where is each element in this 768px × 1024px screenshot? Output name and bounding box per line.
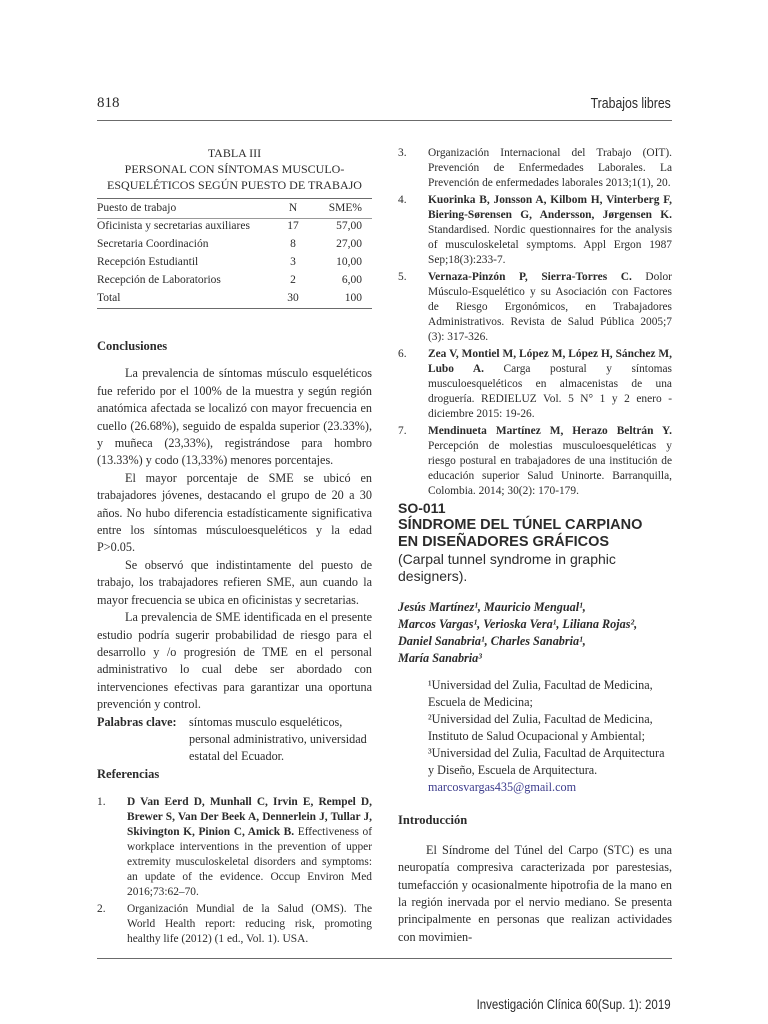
conclusions-paragraph: El mayor porcentaje de SME se ubicó en trabajadores jóvenes, destacando el grupo de 20 a 30 años. No hubo diferencia estadísticamente significativa entre los síntomas músculoesqueléticos y la edad P>0.05.: [97, 470, 372, 555]
affiliations: [398, 677, 672, 796]
table-row: [97, 274, 372, 292]
affiliation: ¹Universidad del Zulia, Facultad de Medicina, Escuela de Medicina;: [428, 678, 653, 710]
footer-rule: [97, 958, 672, 959]
keywords: [97, 714, 372, 766]
table-subtitle-1: PERSONAL CON SÍNTOMAS MUSCULO-: [124, 162, 345, 176]
reference-text: Carga postural y síntomas musculoesqueléticos en almacenistas de una droguería. REDIELUZ Vol. 5 N° 1 y 2 enero - diciembre 2015: 19-26.: [428, 363, 672, 420]
abstract-title-line: SÍNDROME DEL TÚNEL CARPIANO: [398, 517, 643, 534]
abstract-subtitle: (Carpal tunnel syndrome in graphic designers).: [398, 551, 616, 585]
journal-footer: Investigación Clínica 60(Sup. 1): 2019: [476, 996, 671, 1012]
conclusions-paragraph: La prevalencia de síntomas músculo esqueléticos fue referido por el 100% de la muestra y según región anatómica afectada se localizó con mayor frecuencia en cuello (26.68%), seguido de espalda superior (23.33%), y muñeca (23,33%), registrándose para hombro (13.33%) y codo (13,33%) menores porcentajes.: [97, 366, 372, 468]
conclusions-heading: Conclusiones: [97, 339, 168, 353]
reference-text: Dolor Músculo-Esquelético y su Asociación con Factores de Riesgo Ergonómicos, en Trabajadores Administrativos. Revista de Salud Pública 2005;7 (3): 317-326.: [428, 271, 672, 343]
reference-item: [97, 902, 372, 947]
reference-authors: Kuorinka B, Jonsson A, Kilbom H, Vinterberg F, Biering-Sørensen G, Andersson, Jørgensen K.: [428, 194, 672, 221]
reference-number: 4.: [398, 194, 407, 206]
col-header: N: [288, 202, 298, 214]
reference-number: 7.: [398, 425, 407, 437]
authors-line: Daniel Sanabria¹, Charles Sanabria¹,: [398, 634, 586, 649]
affiliation: ²Universidad del Zulia, Facultad de Medicina, Instituto de Salud Ocupacional y Ambiental; ³Universidad del Zulia, Facultad de Arquitectura y Diseño, Escuela de Arquitectura.: [428, 712, 665, 778]
table-title: TABLA III: [207, 146, 262, 160]
reference-text: Organización Internacional del Trabajo (OIT). Prevención de Enfermedades Laborales. La Prevención de enfermedades laborales 2013;1(1), 20.: [428, 147, 672, 189]
abstract-authors: [398, 599, 672, 667]
table-caption: [97, 145, 372, 193]
reference-authors: Zea V, Montiel M, López M, López H, Sánchez M, Lubo A.: [428, 348, 672, 375]
references-section: [97, 766, 372, 947]
table-cell: Recepción Estudiantil: [97, 256, 199, 268]
table-cell: 17: [287, 220, 299, 232]
authors-line: María Sanabria³: [398, 651, 482, 666]
authors-line: Jesús Martínez¹, Mauricio Mengual¹,: [398, 600, 586, 615]
table-cell: 6,00: [341, 274, 362, 286]
abstract-code: SO-011: [398, 500, 446, 516]
intro-paragraph: El Síndrome del Túnel del Carpo (STC) es una neuropatía compresiva caracterizada por parestesias, tumefacción y ocasionalmente hipotrofia de la mano en la región inervada por el nervio mediano. Se presenta principalmente en personas que realizan actividades con movimien-: [398, 842, 672, 944]
reference-authors: D Van Eerd D, Munhall C, Irvin E, Rempel D, Brewer S, Van Der Beek A, Dennerlein J, Tullar J, Skivington K, Pinion C, Amick B.: [127, 796, 372, 839]
table-cell: 10,00: [336, 256, 362, 268]
email-link[interactable]: marcosvargas435@gmail.com: [428, 780, 577, 795]
reference-text: Organización Mundial de la Salud (OMS). The World Health report: reducing risk, promoting healthy life (2012) (1 ed., Vol. 1). USA.: [127, 903, 372, 946]
intro-heading: Introducción: [398, 813, 468, 828]
table-subtitle-2: ESQUELÉTICOS SEGÚN PUESTO DE TRABAJO: [107, 178, 362, 192]
reference-item: [398, 193, 672, 268]
reference-item: [97, 795, 372, 900]
conclusions-paragraph: La prevalencia de SME identificada en el presente estudio podría sugerir probabilidad de riesgo para el desarrollo y /o progresión de TME en el personal administrativo lo cual debe ser abordado con intervenciones efectivas para garantizar una oportuna prevención y control.: [97, 610, 372, 712]
references-continued: [398, 146, 672, 499]
abstract-so-011: [398, 500, 672, 946]
table-row: [97, 220, 372, 238]
references-heading: Referencias: [97, 767, 160, 781]
table-cell: 100: [344, 292, 362, 304]
reference-number: 1.: [97, 796, 106, 809]
section-title: Trabajos libres: [590, 95, 671, 112]
reference-text: Standardised. Nordic questionnaires for the analysis of musculoskeletal symptoms. Appl Ergon 1987 Sep;18(3):233-7.: [428, 224, 672, 266]
reference-text: Effectiveness of workplace interventions in the prevention of upper extremity musculoskeletal disorders and symptoms: an update of the evidence. Occup Environ Med 2016;73:62–70.: [127, 826, 372, 899]
authors-line: Marcos Vargas¹, Verioska Vera¹, Liliana Rojas²,: [398, 617, 638, 632]
table-cell: 3: [290, 256, 296, 268]
table-cell: 57,00: [336, 220, 362, 232]
page-number: 818: [97, 95, 120, 111]
reference-number: 5.: [398, 271, 407, 283]
reference-number: 3.: [398, 147, 407, 159]
table-row: [97, 238, 372, 256]
table-header-rule: [97, 218, 372, 219]
table-cell: Total: [97, 292, 121, 304]
table-cell: 30: [287, 292, 299, 304]
conclusions-section: [97, 338, 372, 766]
col-header: Puesto de trabajo: [97, 202, 177, 214]
abstract-title-line: EN DISEÑADORES GRÁFICOS: [398, 534, 610, 551]
reference-item: [398, 424, 672, 499]
table-bottom-rule: [97, 308, 372, 309]
reference-number: 6.: [398, 348, 407, 360]
header-rule: [97, 120, 672, 121]
reference-item: [398, 146, 672, 191]
conclusions-paragraph: Se observó que indistintamente del puesto de trabajo, los trabajadores refieren SME, aun cuando la mayor frecuencia se ubica en oficinistas y secretarias.: [97, 557, 372, 607]
table-cell: 2: [290, 274, 296, 286]
col-header: SME%: [328, 202, 362, 214]
table-top-rule: [97, 198, 372, 199]
table-cell: Oficinista y secretarias auxiliares: [97, 220, 250, 232]
reference-number: 2.: [97, 903, 106, 916]
keywords-label: Palabras clave:: [97, 714, 177, 729]
table-cell: 27,00: [336, 238, 362, 250]
table-cell: Recepción de Laboratorios: [97, 274, 221, 286]
reference-authors: Vernaza-Pinzón P, Sierra-Torres C.: [428, 271, 632, 283]
reference-text: Percepción de molestias musculoesqueléticas y riesgo postural en trabajadores de una institución de educación superior Salud Uninorte. Barranquilla, Colombia. 2014; 30(2): 170-179.: [428, 440, 672, 497]
keywords-text: síntomas musculo esqueléticos, personal administrativo, universidad estatal del Ecuador.: [189, 714, 367, 764]
reference-item: [398, 347, 672, 422]
table-row: [97, 256, 372, 274]
reference-item: [398, 270, 672, 345]
table-cell: Secretaria Coordinación: [97, 238, 209, 250]
table-cell: 8: [290, 238, 296, 250]
reference-authors: Mendinueta Martínez M, Herazo Beltrán Y.: [428, 425, 672, 437]
